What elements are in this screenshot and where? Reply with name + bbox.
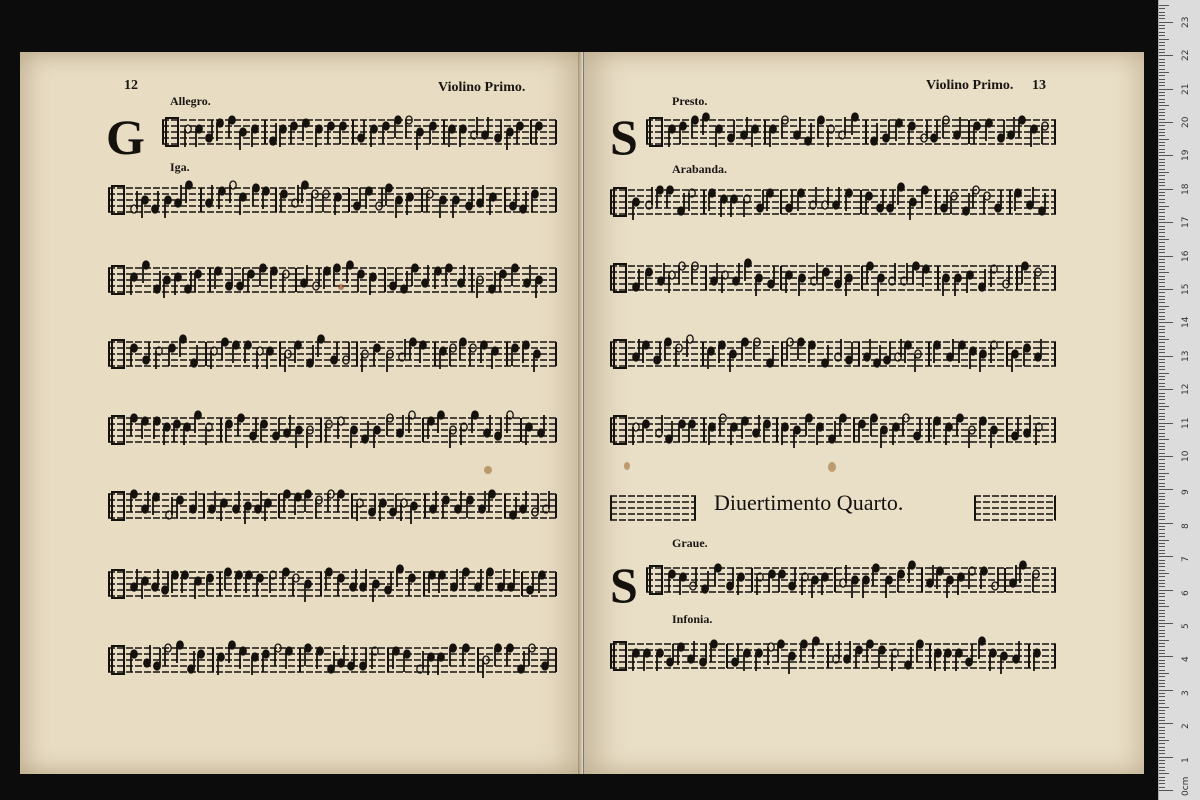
ruler-number: 15 bbox=[1181, 283, 1191, 295]
section-rule-left bbox=[610, 488, 696, 532]
ruler-tick bbox=[1159, 115, 1165, 116]
ruler-tick bbox=[1159, 149, 1165, 150]
ruler-tick bbox=[1159, 389, 1173, 390]
ruler-tick bbox=[1159, 306, 1169, 307]
ruler-tick bbox=[1159, 463, 1165, 464]
ruler-tick bbox=[1159, 202, 1165, 203]
ruler-tick bbox=[1159, 312, 1165, 313]
ruler-tick bbox=[1159, 322, 1173, 323]
ruler-tick bbox=[1159, 720, 1165, 721]
ruler-tick bbox=[1159, 439, 1169, 440]
ruler-tick bbox=[1159, 279, 1165, 280]
ruler-tick bbox=[1159, 496, 1165, 497]
ruler-tick bbox=[1159, 386, 1165, 387]
ruler-number: 11 bbox=[1181, 417, 1191, 429]
ruler-tick bbox=[1159, 42, 1165, 43]
ruler-tick bbox=[1159, 733, 1165, 734]
ruler-tick bbox=[1159, 8, 1165, 9]
ruler-number: 1 bbox=[1181, 756, 1191, 763]
ruler-tick bbox=[1159, 519, 1165, 520]
right-page bbox=[584, 52, 1144, 774]
ruler-tick bbox=[1159, 185, 1165, 186]
ruler-tick bbox=[1159, 65, 1165, 66]
ruler-tick bbox=[1159, 673, 1169, 674]
ruler-tick bbox=[1159, 633, 1165, 634]
ruler-tick bbox=[1159, 737, 1165, 738]
paper-stain bbox=[624, 462, 630, 470]
ruler-tick bbox=[1159, 352, 1165, 353]
ruler-tick bbox=[1159, 272, 1169, 273]
ruler-tick bbox=[1159, 723, 1173, 724]
decorated-initial-g: G bbox=[106, 109, 145, 165]
ruler-tick bbox=[1159, 770, 1165, 771]
ruler-tick bbox=[1159, 219, 1165, 220]
music-staff bbox=[162, 112, 557, 158]
decorated-initial-s-top: S bbox=[610, 109, 638, 165]
ruler-tick bbox=[1159, 466, 1165, 467]
ruler-tick bbox=[1159, 302, 1165, 303]
ruler-tick bbox=[1159, 99, 1165, 100]
ruler-tick bbox=[1159, 359, 1165, 360]
ruler-tick bbox=[1159, 226, 1165, 227]
ruler-tick bbox=[1159, 560, 1165, 561]
ruler-tick bbox=[1159, 49, 1165, 50]
ruler-tick bbox=[1159, 105, 1169, 106]
ruler-tick bbox=[1159, 707, 1169, 708]
page-header-left: Violino Primo. bbox=[438, 80, 526, 95]
ruler-tick bbox=[1159, 276, 1165, 277]
ruler-tick bbox=[1159, 259, 1165, 260]
ruler-tick bbox=[1159, 680, 1165, 681]
ruler-tick bbox=[1159, 252, 1165, 253]
ruler-tick bbox=[1159, 543, 1165, 544]
ruler-tick bbox=[1159, 119, 1165, 120]
ruler-tick bbox=[1159, 626, 1165, 627]
ruler-tick bbox=[1159, 25, 1165, 26]
ruler-unit-label: 0cm bbox=[1181, 776, 1191, 796]
ruler-number: 14 bbox=[1181, 316, 1191, 329]
ruler-tick bbox=[1159, 513, 1165, 514]
ruler-tick bbox=[1159, 366, 1165, 367]
ruler-tick bbox=[1159, 239, 1169, 240]
ruler-number: 20 bbox=[1181, 116, 1191, 128]
ruler-tick bbox=[1159, 222, 1173, 223]
ruler-number: 21 bbox=[1181, 83, 1191, 95]
ruler-tick bbox=[1159, 666, 1165, 667]
ruler-tick bbox=[1159, 603, 1165, 604]
ruler-tick bbox=[1159, 85, 1165, 86]
ruler-tick bbox=[1159, 139, 1169, 140]
paper-stain bbox=[828, 462, 836, 472]
ruler-tick bbox=[1159, 55, 1173, 56]
movement-label-presto: Presto. bbox=[672, 94, 708, 108]
ruler-tick bbox=[1159, 743, 1165, 744]
ruler-tick bbox=[1159, 172, 1169, 173]
ruler-number: 22 bbox=[1181, 49, 1191, 62]
ruler-tick bbox=[1159, 643, 1165, 644]
ruler-tick bbox=[1159, 179, 1165, 180]
ruler-tick bbox=[1159, 696, 1165, 697]
ruler-tick bbox=[1159, 376, 1165, 377]
ruler-tick bbox=[1159, 132, 1165, 133]
music-staff bbox=[108, 486, 557, 532]
ruler-tick bbox=[1159, 182, 1165, 183]
ruler-tick bbox=[1159, 489, 1173, 490]
music-staff bbox=[610, 334, 1056, 380]
ruler-number: 10 bbox=[1181, 450, 1191, 462]
movement-label-allegro: Allegro. bbox=[170, 94, 211, 108]
ruler-tick bbox=[1159, 506, 1169, 507]
ruler-tick bbox=[1159, 339, 1169, 340]
ruler-tick bbox=[1159, 750, 1165, 751]
ruler-tick bbox=[1159, 710, 1165, 711]
ruler-tick bbox=[1159, 39, 1169, 40]
ruler-tick bbox=[1159, 767, 1165, 768]
ruler-tick bbox=[1159, 546, 1165, 547]
ruler-tick bbox=[1159, 112, 1165, 113]
ruler-tick bbox=[1159, 369, 1165, 370]
ruler-tick bbox=[1159, 396, 1165, 397]
ruler-tick bbox=[1159, 700, 1165, 701]
ruler-tick bbox=[1159, 623, 1173, 624]
ruler-tick bbox=[1159, 28, 1165, 29]
ruler-tick bbox=[1159, 403, 1165, 404]
ruler-number: 8 bbox=[1181, 523, 1191, 529]
ruler-tick bbox=[1159, 262, 1165, 263]
ruler-tick bbox=[1159, 249, 1165, 250]
ruler-tick bbox=[1159, 342, 1165, 343]
ruler-tick bbox=[1159, 790, 1173, 791]
ruler-tick bbox=[1159, 443, 1165, 444]
ruler-tick bbox=[1159, 12, 1165, 13]
ruler-tick bbox=[1159, 663, 1165, 664]
ruler-tick bbox=[1159, 212, 1165, 213]
paper-stain bbox=[484, 466, 492, 474]
ruler-tick bbox=[1159, 52, 1165, 53]
ruler-tick bbox=[1159, 82, 1165, 83]
ruler-tick bbox=[1159, 175, 1165, 176]
ruler-tick bbox=[1159, 162, 1165, 163]
ruler-number: 23 bbox=[1181, 16, 1191, 28]
ruler-tick bbox=[1159, 529, 1165, 530]
ruler-tick bbox=[1159, 356, 1173, 357]
ruler-tick bbox=[1159, 383, 1165, 384]
ruler-tick bbox=[1159, 596, 1165, 597]
ruler-tick bbox=[1159, 155, 1173, 156]
ruler-tick bbox=[1159, 449, 1165, 450]
ruler-tick bbox=[1159, 760, 1165, 761]
ruler-tick bbox=[1159, 125, 1165, 126]
ruler-tick bbox=[1159, 576, 1165, 577]
ruler-number: 2 bbox=[1181, 723, 1191, 730]
ruler-tick bbox=[1159, 256, 1173, 257]
ruler-number: 19 bbox=[1181, 149, 1191, 162]
ruler-tick bbox=[1159, 296, 1165, 297]
ruler-tick bbox=[1159, 332, 1165, 333]
ruler-tick bbox=[1159, 413, 1165, 414]
paper-stain bbox=[338, 284, 344, 290]
ruler-tick bbox=[1159, 583, 1165, 584]
ruler-tick bbox=[1159, 566, 1165, 567]
ruler-tick bbox=[1159, 479, 1165, 480]
ruler-number: 5 bbox=[1181, 623, 1191, 629]
page-number-right: 13 bbox=[1032, 78, 1046, 93]
ruler-tick bbox=[1159, 586, 1165, 587]
ruler-tick bbox=[1159, 22, 1173, 23]
ruler-tick bbox=[1159, 476, 1165, 477]
ruler-tick bbox=[1159, 329, 1165, 330]
page-number-left: 12 bbox=[124, 78, 138, 93]
ruler-tick bbox=[1159, 630, 1165, 631]
ruler-tick bbox=[1159, 419, 1165, 420]
ruler-tick bbox=[1159, 379, 1165, 380]
ruler-tick bbox=[1159, 236, 1165, 237]
ruler-tick bbox=[1159, 69, 1165, 70]
ruler-tick bbox=[1159, 45, 1165, 46]
ruler-tick bbox=[1159, 72, 1169, 73]
ruler-tick bbox=[1159, 299, 1165, 300]
ruler-tick bbox=[1159, 717, 1165, 718]
ruler-tick bbox=[1159, 18, 1165, 19]
ruler-tick bbox=[1159, 349, 1165, 350]
movement-label-iga: Iga. bbox=[170, 160, 190, 174]
ruler-tick bbox=[1159, 573, 1169, 574]
ruler-tick bbox=[1159, 242, 1165, 243]
ruler-tick bbox=[1159, 429, 1165, 430]
ruler-tick bbox=[1159, 75, 1165, 76]
ruler-tick bbox=[1159, 516, 1165, 517]
music-staff bbox=[610, 410, 1056, 456]
ruler-tick bbox=[1159, 436, 1165, 437]
ruler-tick bbox=[1159, 5, 1169, 6]
ruler-tick bbox=[1159, 135, 1165, 136]
page-header-right: Violino Primo. bbox=[926, 78, 1014, 93]
ruler-tick bbox=[1159, 373, 1169, 374]
ruler-tick bbox=[1159, 610, 1165, 611]
ruler-tick bbox=[1159, 757, 1173, 758]
ruler-tick bbox=[1159, 145, 1165, 146]
music-staff bbox=[108, 410, 557, 456]
ruler-tick bbox=[1159, 326, 1165, 327]
ruler-tick bbox=[1159, 590, 1173, 591]
ruler-tick bbox=[1159, 319, 1165, 320]
ruler-tick bbox=[1159, 727, 1165, 728]
measurement-ruler bbox=[1158, 0, 1200, 800]
ruler-tick bbox=[1159, 459, 1165, 460]
ruler-number: 7 bbox=[1181, 556, 1191, 563]
ruler-tick bbox=[1159, 32, 1165, 33]
ruler-tick bbox=[1159, 483, 1165, 484]
ruler-tick bbox=[1159, 660, 1165, 661]
music-staff bbox=[108, 180, 557, 226]
ruler-tick bbox=[1159, 142, 1165, 143]
ruler-tick bbox=[1159, 35, 1165, 36]
ruler-tick bbox=[1159, 787, 1165, 788]
ruler-tick bbox=[1159, 189, 1173, 190]
ruler-tick bbox=[1159, 346, 1165, 347]
ruler-tick bbox=[1159, 152, 1165, 153]
ruler-tick bbox=[1159, 550, 1165, 551]
section-title: Diuertimento Quarto. bbox=[714, 490, 904, 515]
ruler-tick bbox=[1159, 246, 1165, 247]
ruler-tick bbox=[1159, 266, 1165, 267]
ruler-tick bbox=[1159, 540, 1169, 541]
ruler-tick bbox=[1159, 102, 1165, 103]
ruler-tick bbox=[1159, 713, 1165, 714]
ruler-tick bbox=[1159, 499, 1165, 500]
music-staff bbox=[610, 182, 1056, 228]
ruler-tick bbox=[1159, 613, 1165, 614]
ruler-tick bbox=[1159, 493, 1165, 494]
ruler-tick bbox=[1159, 650, 1165, 651]
ruler-tick bbox=[1159, 456, 1173, 457]
ruler-number: 16 bbox=[1181, 250, 1191, 262]
music-staff bbox=[108, 260, 557, 306]
music-staff bbox=[610, 258, 1056, 304]
ruler-tick bbox=[1159, 600, 1165, 601]
ruler-tick bbox=[1159, 730, 1165, 731]
ruler-tick bbox=[1159, 646, 1165, 647]
ruler-tick bbox=[1159, 216, 1165, 217]
ruler-tick bbox=[1159, 79, 1165, 80]
ruler-tick bbox=[1159, 399, 1165, 400]
movement-label-graue: Graue. bbox=[672, 536, 708, 550]
ruler-tick bbox=[1159, 556, 1173, 557]
ruler-tick bbox=[1159, 656, 1173, 657]
music-staff bbox=[108, 334, 557, 380]
ruler-tick bbox=[1159, 526, 1165, 527]
ruler-tick bbox=[1159, 773, 1169, 774]
ruler-tick bbox=[1159, 620, 1165, 621]
ruler-tick bbox=[1159, 232, 1165, 233]
ruler-tick bbox=[1159, 640, 1169, 641]
ruler-tick bbox=[1159, 416, 1165, 417]
ruler-tick bbox=[1159, 199, 1165, 200]
ruler-tick bbox=[1159, 653, 1165, 654]
ruler-number: 17 bbox=[1181, 216, 1191, 229]
ruler-tick bbox=[1159, 593, 1165, 594]
movement-label-arabanda: Arabanda. bbox=[672, 162, 728, 176]
ruler-tick bbox=[1159, 129, 1165, 130]
ruler-tick bbox=[1159, 192, 1165, 193]
ruler-number: 3 bbox=[1181, 690, 1191, 696]
ruler-tick bbox=[1159, 316, 1165, 317]
ruler-tick bbox=[1159, 690, 1173, 691]
ruler-tick bbox=[1159, 616, 1165, 617]
ruler-number: 4 bbox=[1181, 656, 1191, 663]
ruler-tick bbox=[1159, 509, 1165, 510]
ruler-number: 13 bbox=[1181, 350, 1191, 362]
ruler-tick bbox=[1159, 92, 1165, 93]
ruler-tick bbox=[1159, 62, 1165, 63]
ruler-tick bbox=[1159, 89, 1173, 90]
ruler-tick bbox=[1159, 693, 1165, 694]
ruler-tick bbox=[1159, 159, 1165, 160]
ruler-tick bbox=[1159, 780, 1165, 781]
left-page bbox=[20, 52, 583, 774]
ruler-tick bbox=[1159, 753, 1165, 754]
ruler-tick bbox=[1159, 282, 1165, 283]
ruler-tick bbox=[1159, 553, 1165, 554]
ruler-tick bbox=[1159, 122, 1173, 123]
ruler-tick bbox=[1159, 292, 1165, 293]
ruler-tick bbox=[1159, 286, 1165, 287]
music-staff bbox=[108, 564, 557, 610]
ruler-tick bbox=[1159, 409, 1165, 410]
ruler-tick bbox=[1159, 165, 1165, 166]
ruler-number: 9 bbox=[1181, 489, 1191, 496]
music-staff bbox=[646, 112, 1056, 158]
ruler-tick bbox=[1159, 703, 1165, 704]
ruler-tick bbox=[1159, 777, 1165, 778]
ruler-tick bbox=[1159, 486, 1165, 487]
ruler-tick bbox=[1159, 446, 1165, 447]
ruler-tick bbox=[1159, 670, 1165, 671]
ruler-tick bbox=[1159, 95, 1165, 96]
ruler-tick bbox=[1159, 563, 1165, 564]
ruler-tick bbox=[1159, 433, 1165, 434]
ruler-tick bbox=[1159, 453, 1165, 454]
ruler-tick bbox=[1159, 606, 1169, 607]
ruler-number: 6 bbox=[1181, 589, 1191, 596]
ruler-tick bbox=[1159, 195, 1165, 196]
ruler-tick bbox=[1159, 536, 1165, 537]
ruler-tick bbox=[1159, 406, 1169, 407]
ruler-number: 12 bbox=[1181, 383, 1191, 396]
ruler-tick bbox=[1159, 269, 1165, 270]
ruler-tick bbox=[1159, 289, 1173, 290]
ruler-tick bbox=[1159, 336, 1165, 337]
ruler-tick bbox=[1159, 393, 1165, 394]
ruler-tick bbox=[1159, 229, 1165, 230]
ruler-tick bbox=[1159, 683, 1165, 684]
ruler-tick bbox=[1159, 676, 1165, 677]
music-staff bbox=[646, 560, 1056, 606]
ruler-tick bbox=[1159, 523, 1173, 524]
ruler-tick bbox=[1159, 686, 1165, 687]
music-staff bbox=[610, 636, 1056, 682]
ruler-number: 18 bbox=[1181, 183, 1191, 195]
ruler-tick bbox=[1159, 209, 1165, 210]
ruler-tick bbox=[1159, 469, 1165, 470]
ruler-tick bbox=[1159, 580, 1165, 581]
ruler-tick bbox=[1159, 15, 1165, 16]
ruler-tick bbox=[1159, 636, 1165, 637]
ruler-tick bbox=[1159, 109, 1165, 110]
ruler-tick bbox=[1159, 763, 1165, 764]
ruler-tick bbox=[1159, 747, 1165, 748]
ruler-tick bbox=[1159, 309, 1165, 310]
ruler-tick bbox=[1159, 362, 1165, 363]
ruler-tick bbox=[1159, 423, 1173, 424]
ruler-tick bbox=[1159, 59, 1165, 60]
ruler-tick bbox=[1159, 206, 1169, 207]
ruler-tick bbox=[1159, 783, 1165, 784]
ruler-tick bbox=[1159, 740, 1169, 741]
decorated-initial-s-bottom: S bbox=[610, 557, 638, 613]
ruler-tick bbox=[1159, 169, 1165, 170]
movement-label-infonia: Infonia. bbox=[672, 612, 713, 626]
ruler-tick bbox=[1159, 473, 1169, 474]
section-rule-right bbox=[974, 488, 1056, 532]
ruler-tick bbox=[1159, 426, 1165, 427]
ruler-tick bbox=[1159, 533, 1165, 534]
ruler-tick bbox=[1159, 570, 1165, 571]
music-staff bbox=[108, 640, 557, 686]
ruler-tick bbox=[1159, 503, 1165, 504]
